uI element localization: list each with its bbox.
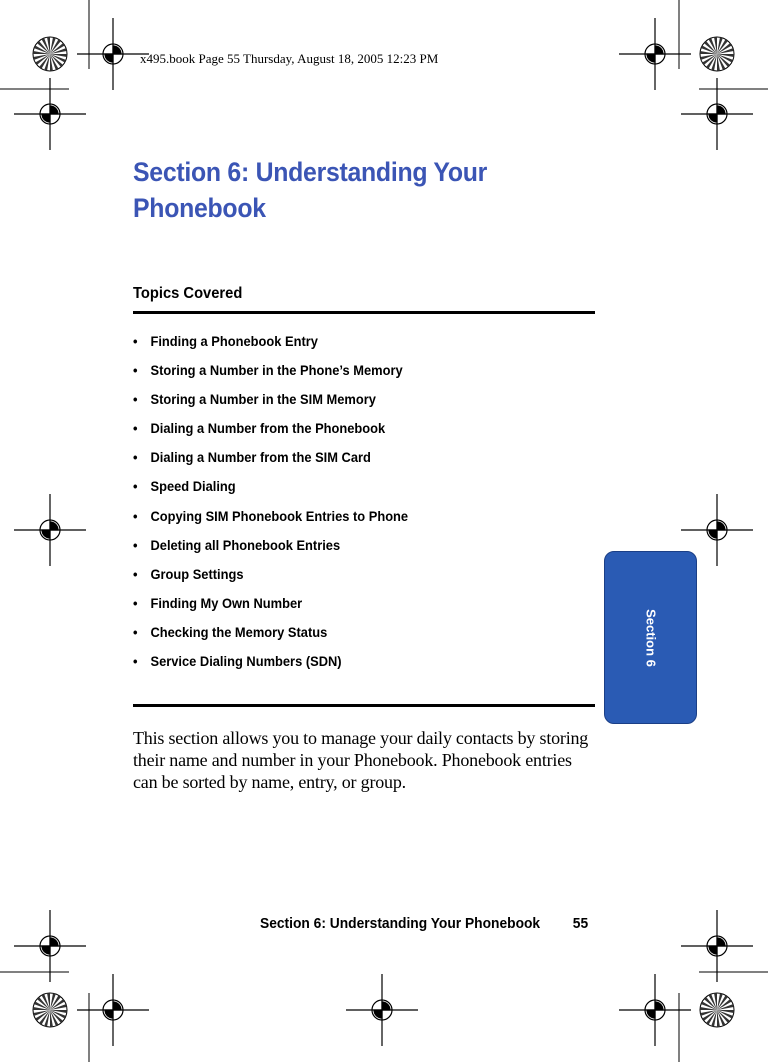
list-item: • Dialing a Number from the SIM Card: [133, 449, 371, 466]
list-item: • Service Dialing Numbers (SDN): [133, 653, 342, 670]
list-item: • Deleting all Phonebook Entries: [133, 536, 341, 553]
running-title: Section 6: Understanding Your Phonebook: [260, 915, 541, 932]
list-item: • Storing a Number in the SIM Memory: [133, 391, 376, 408]
registration-mark-icon: [14, 494, 86, 566]
section-tab-label: Section 6: [643, 608, 658, 667]
bullet-icon: •: [133, 565, 138, 582]
divider-top: [133, 311, 595, 314]
crop-header: x495.book Page 55 Thursday, August 18, 2005 12:23 PM: [140, 51, 439, 66]
registration-mark-icon: [77, 974, 149, 1046]
bullet-icon: •: [133, 362, 138, 379]
body-paragraph: This section allows you to manage your daily contacts by storing their name and number in your Phonebook. Phonebook entries can be sorted by name, entry, or group.: [133, 728, 589, 792]
bullet-icon: •: [133, 653, 138, 670]
bullet-icon: •: [133, 449, 138, 466]
bullet-icon: •: [133, 391, 138, 408]
registration-mark-icon: [14, 910, 86, 982]
page-title: Section 6: Understanding Your Phonebook: [133, 157, 488, 223]
registration-mark-icon: [619, 974, 691, 1046]
topics-list: [133, 333, 432, 682]
bullet-icon: •: [133, 536, 138, 553]
list-item: • Storing a Number in the Phone’s Memory: [133, 362, 403, 379]
list-item: • Copying SIM Phonebook Entries to Phone: [133, 507, 409, 524]
page-number: 55: [572, 915, 589, 932]
registration-mark-icon: [77, 18, 149, 90]
bullet-icon: •: [133, 333, 138, 349]
registration-mark-icon: [681, 910, 753, 982]
bullet-icon: •: [133, 623, 138, 640]
star-target-icon: [700, 37, 734, 71]
registration-mark-icon: [619, 18, 691, 90]
list-item: • Finding a Phonebook Entry: [133, 333, 318, 349]
page-footer: [260, 915, 589, 932]
list-item: • Group Settings: [133, 565, 244, 582]
bullet-icon: •: [133, 420, 138, 437]
list-item: • Speed Dialing: [133, 478, 236, 495]
topics-heading: Topics Covered: [133, 285, 243, 302]
divider-bottom: [133, 704, 595, 707]
bullet-icon: •: [133, 594, 138, 611]
registration-mark-icon: [346, 974, 418, 1046]
bullet-icon: •: [133, 507, 138, 524]
star-target-icon: [33, 37, 67, 71]
bullet-icon: •: [133, 478, 138, 495]
section-tab: [604, 551, 697, 724]
star-target-icon: [33, 993, 67, 1027]
list-item: • Checking the Memory Status: [133, 623, 328, 640]
list-item: • Dialing a Number from the Phonebook: [133, 420, 386, 437]
star-target-icon: [700, 993, 734, 1027]
list-item: • Finding My Own Number: [133, 594, 303, 611]
